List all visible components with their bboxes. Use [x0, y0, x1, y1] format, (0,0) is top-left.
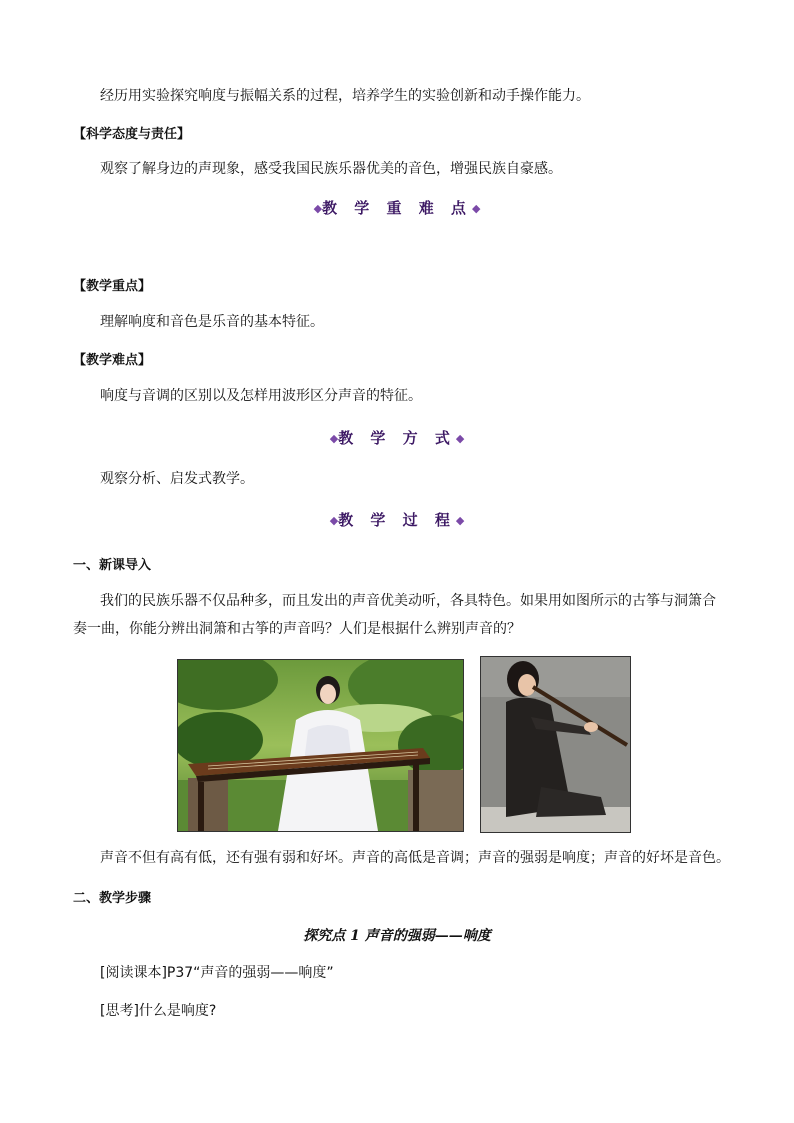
part1-heading: 一、新课导入	[73, 558, 152, 573]
method-paragraph: 观察分析、启发式教学。	[100, 471, 254, 487]
explore-point-title: 探究点 1 声音的强弱——响度	[303, 928, 491, 944]
attitude-heading: 【科学态度与责任】	[73, 127, 191, 142]
difficulty-paragraph: 响度与音调的区别以及怎样用波形区分声音的特征。	[100, 388, 422, 404]
section-title-process: ◆教 学 过 程◆	[329, 511, 465, 529]
diamond-icon: ◆	[471, 202, 481, 215]
diamond-icon: ◆	[329, 432, 339, 445]
conclusion-paragraph: 声音不但有高有低，还有强有弱和好坏。声音的高低是音调；声音的强弱是响度；声音的好坏是音色。	[100, 850, 730, 866]
key-point-paragraph: 理解响度和音色是乐音的基本特征。	[100, 314, 324, 330]
intro-paragraph: 经历用实验探究响度与振幅关系的过程，培养学生的实验创新和动手操作能力。	[100, 88, 590, 104]
diamond-icon: ◆	[455, 514, 465, 527]
guzheng-photo	[177, 659, 464, 832]
difficulty-heading: 【教学难点】	[73, 353, 152, 368]
think-paragraph: [思考]什么是响度?	[100, 1003, 217, 1019]
key-point-heading: 【教学重点】	[73, 279, 152, 294]
part1-paragraph-line2: 奏一曲，你能分辨出洞箫和古筝的声音吗？人们是根据什么辨别声音的？	[73, 621, 521, 637]
diamond-icon: ◆	[313, 202, 323, 215]
section-title-method: ◆教 学 方 式◆	[329, 429, 465, 447]
part2-heading: 二、教学步骤	[73, 891, 152, 906]
attitude-paragraph: 观察了解身边的声现象，感受我国民族乐器优美的音色，增强民族自豪感。	[100, 161, 562, 177]
part1-paragraph-line1: 我们的民族乐器不仅品种多，而且发出的声音优美动听，各具特色。如果用如图所示的古筝与洞箫合	[100, 593, 716, 609]
xiao-player-photo	[480, 656, 631, 833]
diamond-icon: ◆	[329, 514, 339, 527]
read-textbook-paragraph: [阅读课本]P37“声音的强弱——响度”	[100, 965, 334, 981]
section-title-key-points: ◆教 学 重 难 点◆	[313, 199, 481, 217]
diamond-icon: ◆	[455, 432, 465, 445]
